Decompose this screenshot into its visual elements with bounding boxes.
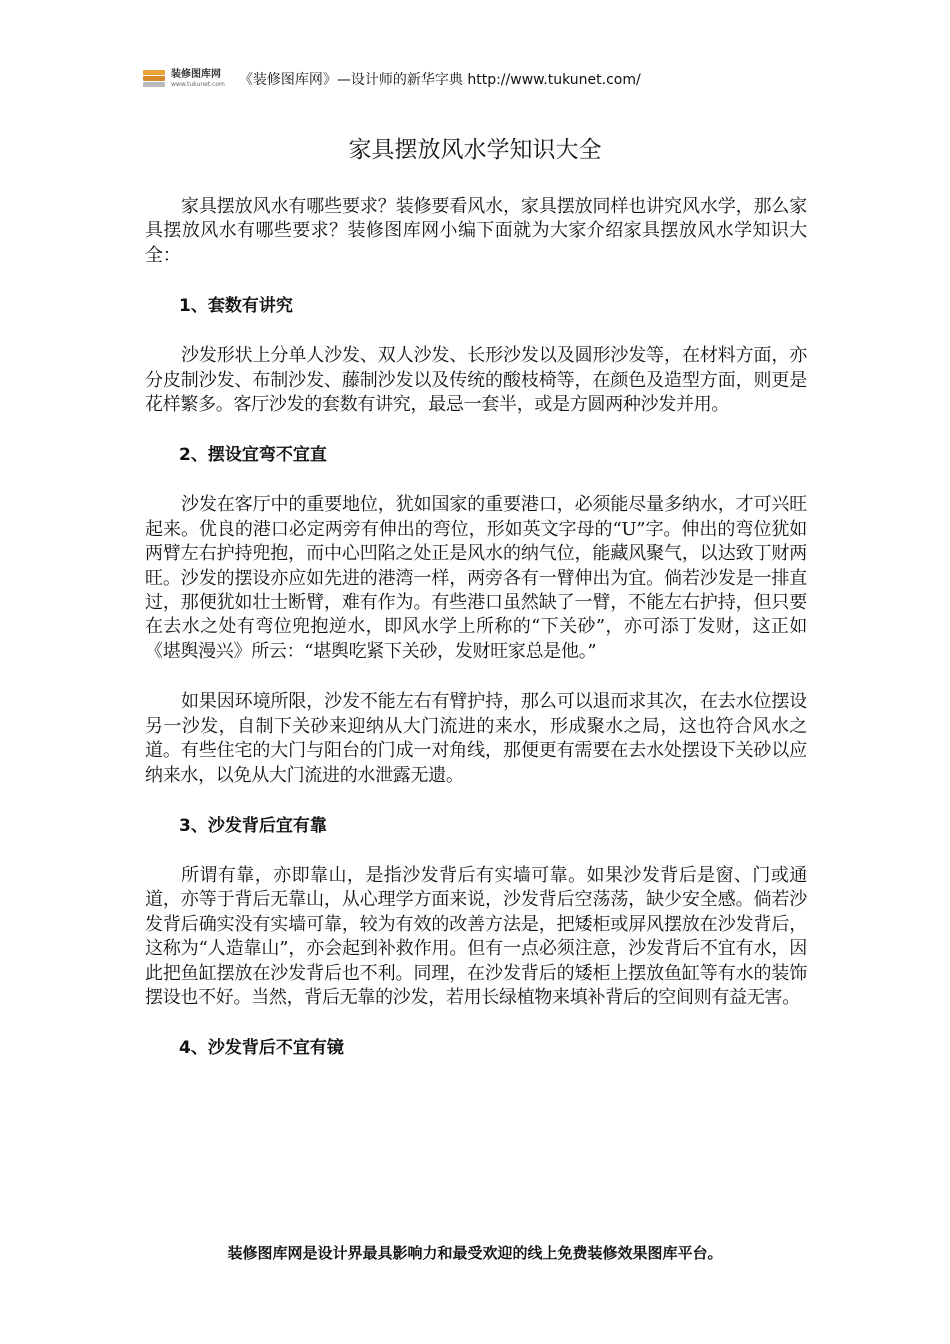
section-1-heading: 1、套数有讲究	[179, 296, 293, 317]
site-logo[interactable]	[143, 69, 225, 89]
page-footer: 装修图库网是设计界最具影响力和最受欢迎的线上免费装修效果图库平台。	[227, 1244, 723, 1262]
section-2-heading: 2、摆设宜弯不宜直	[179, 445, 327, 466]
logo-text	[171, 70, 225, 88]
header-tagline: 《装修图库网》—设计师的新华字典 http://www.tukunet.com/	[238, 72, 641, 88]
document-title: 家具摆放风水学知识大全	[348, 137, 602, 163]
section-2-paragraph-2: 如果因环境所限，沙发不能左右有臂护持，那么可以退而求其次，在去水位摆设另一沙发，自制下关砂来迎纳从大门流进的来水，形成聚水之局，这也符合风水之道。有些住宅的大门与阳台的门成一对角线，那便更有需要在去水处摆设下关砂以应纳来水，以免从大门流进的水泄露无遗。	[145, 691, 807, 786]
books-logo-icon	[143, 69, 167, 89]
section-3-paragraph-1: 所谓有靠，亦即靠山，是指沙发背后有实墙可靠。如果沙发背后是窗、门或通道，亦等于背后无靠山，从心理学方面来说，沙发背后空荡荡，缺少安全感。倘若沙发背后确实没有实墙可靠，较为有效的改善方法是，把矮柜或屏风摆放在沙发背后，这称为“人造靠山”，亦会起到补救作用。但有一点必须注意，沙发背后不宜有水，因此把鱼缸摆放在沙发背后也不利。同理，在沙发背后的矮柜上摆放鱼缸等有水的装饰摆设也不好。当然，背后无靠的沙发，若用长绿植物来填补背后的空间则有益无害。	[145, 864, 807, 1008]
intro-paragraph: 家具摆放风水有哪些要求？装修要看风水，家具摆放同样也讲究风水学，那么家具摆放风水有哪些要求？装修图库网小编下面就为大家介绍家具摆放风水学知识大全：	[145, 196, 807, 266]
document-body	[145, 195, 807, 1086]
section-3-heading: 3、沙发背后宜有靠	[179, 815, 327, 836]
section-1-paragraph-1: 沙发形状上分单人沙发、双人沙发、长形沙发以及圆形沙发等，在材料方面，亦分皮制沙发、布制沙发、藤制沙发以及传统的酸枝椅等，在颜色及造型方面，则更是花样繁多。客厅沙发的套数有讲究，最忌一套半，或是方圆两种沙发并用。	[145, 345, 807, 416]
logo-name: 装修图库网	[171, 69, 221, 80]
section-2-paragraph-1: 沙发在客厅中的重要地位，犹如国家的重要港口，必须能尽量多纳水，才可兴旺起来。优良的港口必定两旁有伸出的弯位，形如英文字母的“U”字。伸出的弯位犹如两臂左右护持兜抱，而中心凹陷之处正是风水的纳气位，能藏风聚气，以达致丁财两旺。沙发的摆设亦应如先进的港湾一样，两旁各有一臂伸出为宜。倘若沙发是一排直过，那便犹如壮士断臂，难有作为。有些港口虽然缺了一臂，不能左右护持，但只要在去水之处有弯位兜抱逆水，即风水学上所称的“下关砂”，亦可添丁发财，这正如《堪舆漫兴》所云：“堪舆吃紧下关砂，发财旺家总是他。”	[145, 494, 807, 662]
page-header	[143, 66, 641, 92]
section-4-heading: 4、沙发背后不宜有镜	[179, 1038, 344, 1059]
logo-url: www.tukunet.com	[171, 81, 225, 88]
